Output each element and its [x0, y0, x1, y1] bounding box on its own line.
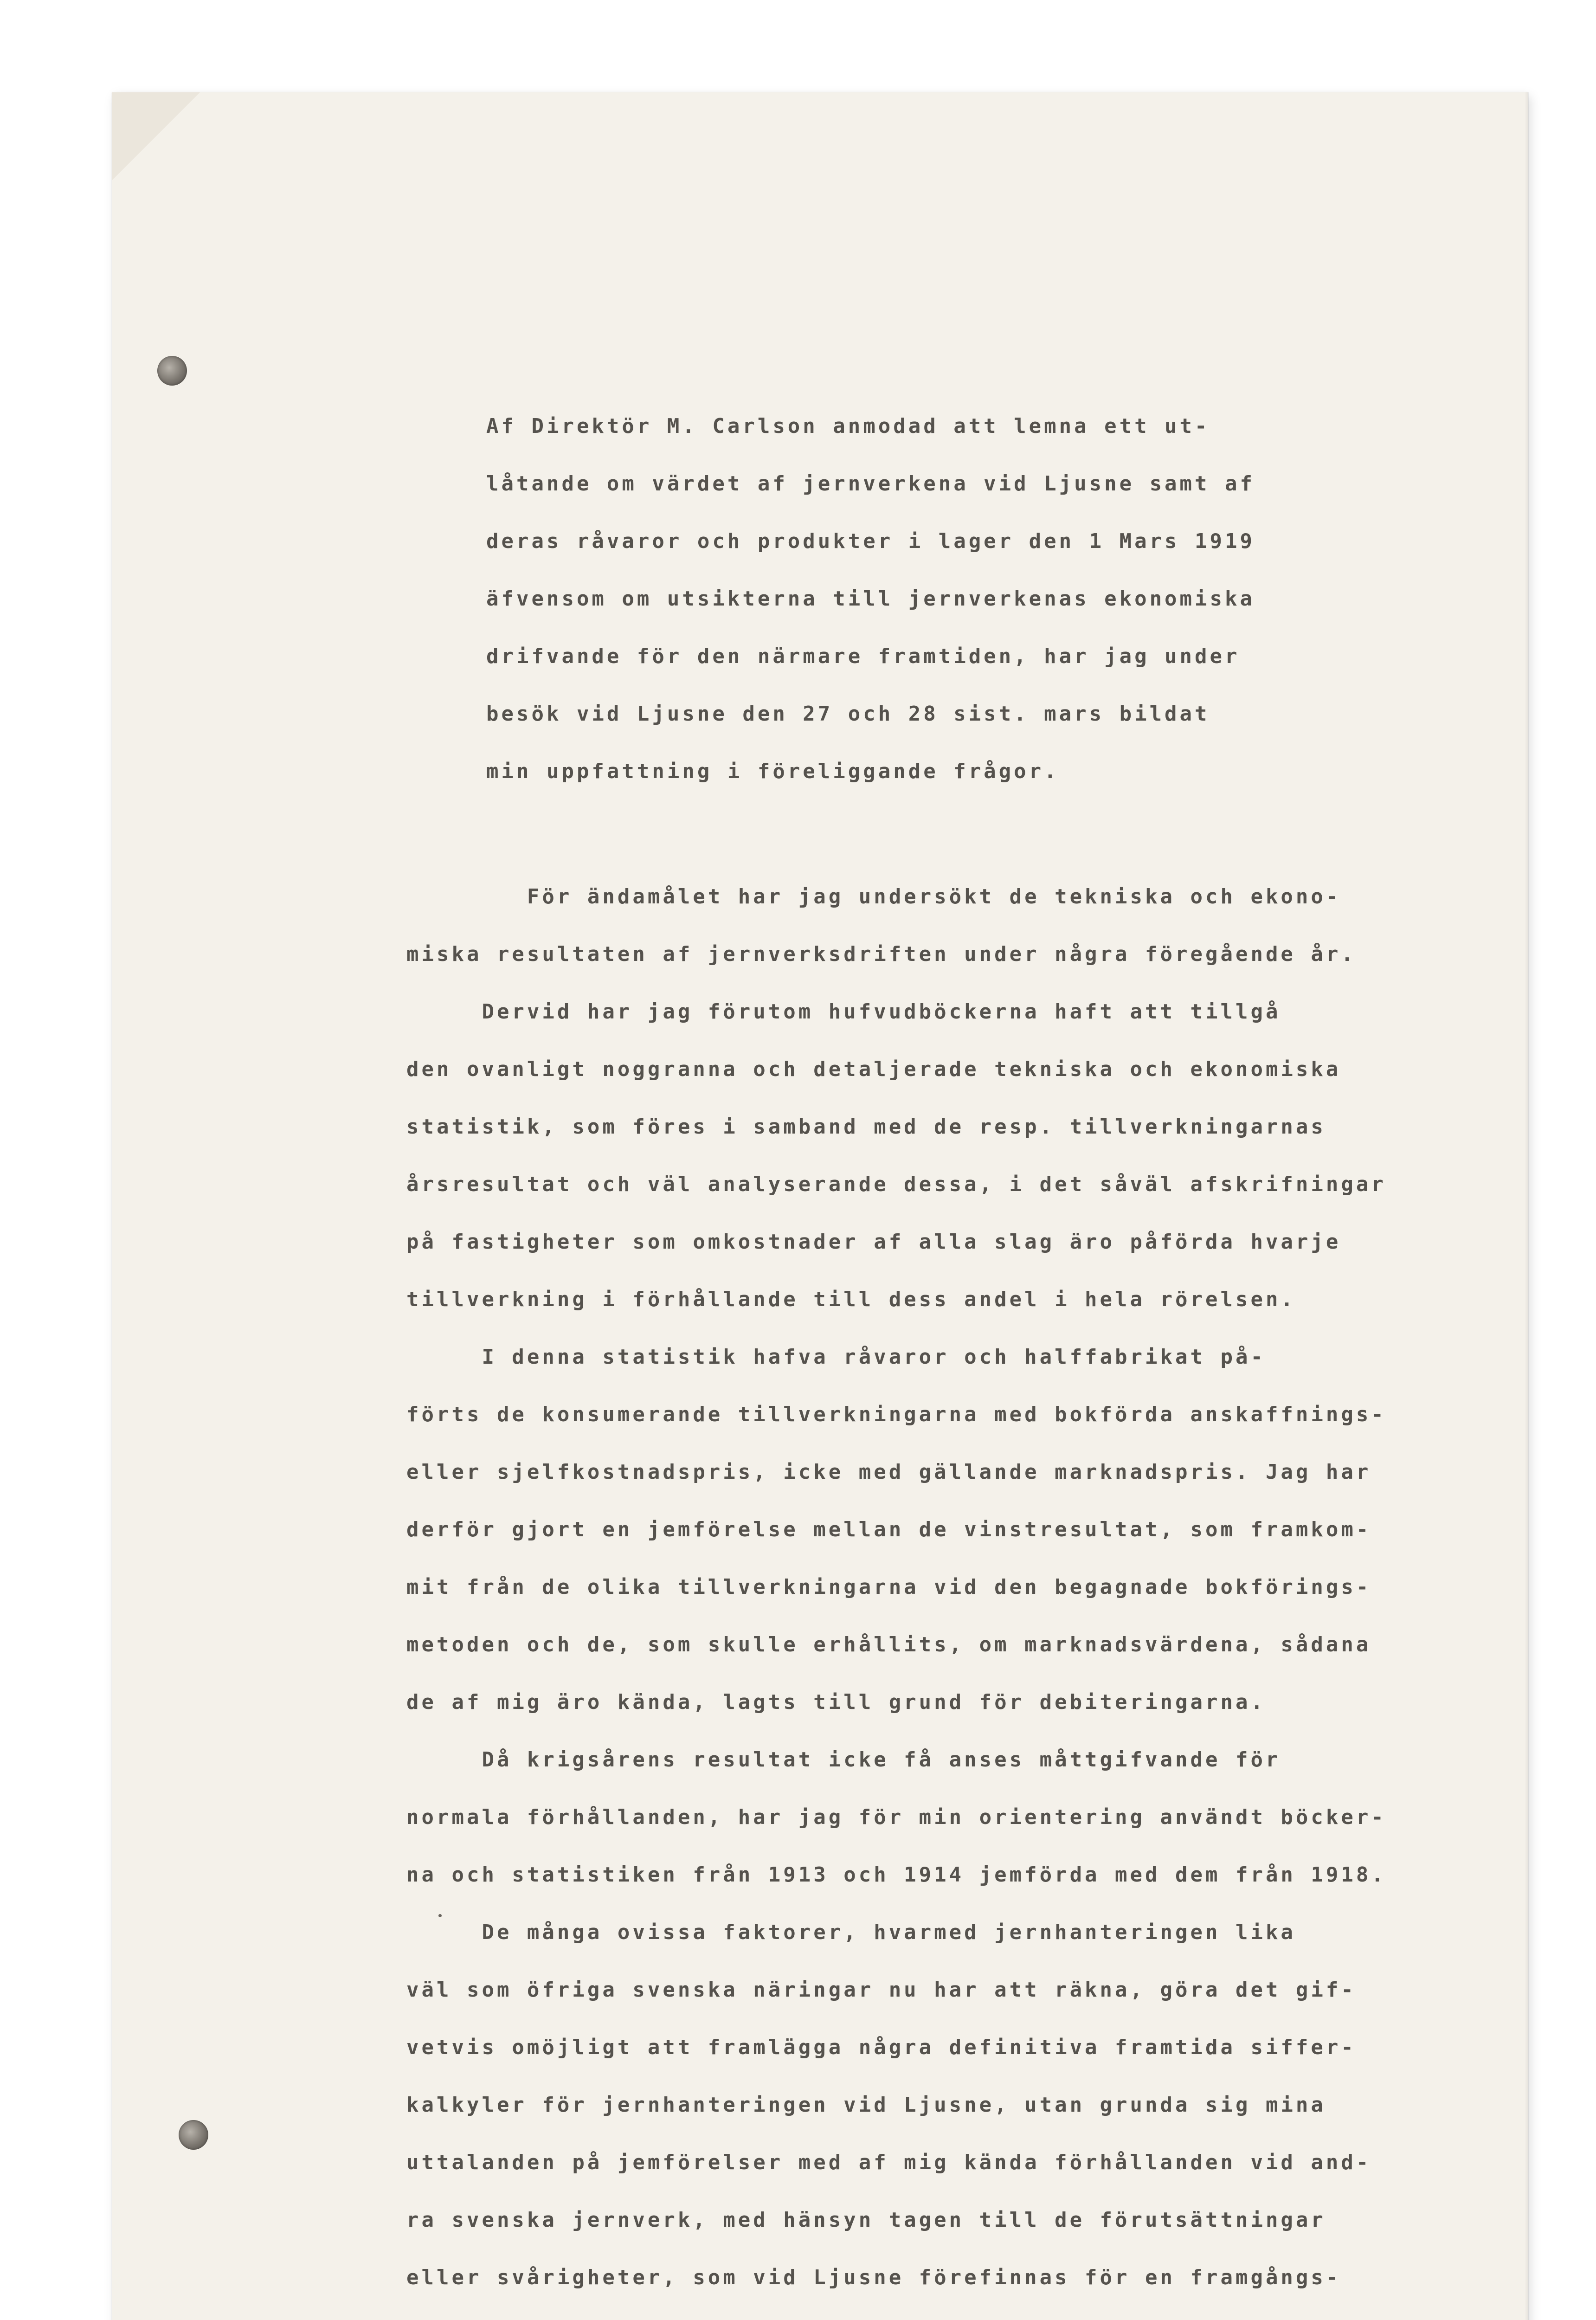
paragraph-1 [486, 398, 1465, 800]
corner-mount-top [112, 92, 200, 180]
text-line: ra svenska jernverk, med hänsyn tagen till de förutsättningar [406, 2208, 1326, 2232]
punch-hole-top [157, 356, 187, 386]
text-line: na och statistiken från 1913 och 1914 jemförda med dem från 1918. [406, 1863, 1386, 1887]
text-line: årsresultat och väl analyserande dessa, i det såväl afskrifningar [406, 1173, 1386, 1196]
text-line: äfvensom om utsikterna till jernverkenas ekonomiska [486, 587, 1255, 611]
text-line: låtande om värdet af jernverkena vid Ljusne samt af [486, 472, 1255, 496]
page-edge-shadow [1525, 92, 1529, 2320]
text-line: tillverkning i förhållande till dess andel i hela rörelsen. [406, 1288, 1296, 1311]
text-line: Då krigsårens resultat icke få anses måttgifvande för [406, 1748, 1281, 1772]
text-line: Af Direktör M. Carlson anmodad att lemna ett ut- [486, 414, 1210, 438]
text-line: mit från de olika tillverkningarna vid den begagnade bokförings- [406, 1575, 1371, 1599]
text-line: de af mig äro kända, lagts till grund för debiteringarna. [406, 1690, 1266, 1714]
text-line: förts de konsumerande tillverkningarna med bokförda anskaffnings- [406, 1403, 1386, 1426]
ink-speck [438, 1914, 442, 1917]
text-line: I denna statistik hafva råvaror och halffabrikat på- [406, 1345, 1266, 1369]
text-line: miska resultaten af jernverksdriften under några föregående år. [406, 942, 1356, 966]
paragraph-2 [406, 868, 1465, 2320]
text-line: uttalanden på jemförelser med af mig kända förhållanden vid and- [406, 2151, 1371, 2174]
text-line: statistik, som föres i samband med de resp. tillverkningarnas [406, 1115, 1326, 1139]
text-line: kalkyler för jernhanteringen vid Ljusne, utan grunda sig mina [406, 2093, 1326, 2117]
text-line: den ovanligt noggranna och detaljerade tekniska och ekonomiska [406, 1057, 1341, 1081]
text-line: derför gjort en jemförelse mellan de vinstresultat, som framkom- [406, 1518, 1371, 1541]
text-line: Dervid har jag förutom hufvudböckerna haft att tillgå [406, 1000, 1281, 1024]
punch-hole-bottom [179, 2120, 208, 2150]
text-line: på fastigheter som omkostnader af alla slag äro påförda hvarje [406, 1230, 1341, 1254]
text-line: väl som öfriga svenska näringar nu har att räkna, göra det gif- [406, 1978, 1356, 2002]
text-line: De många ovissa faktorer, hvarmed jernhanteringen lika [406, 1920, 1296, 1944]
text-line: vetvis omöjligt att framlägga några definitiva framtida siffer- [406, 2036, 1356, 2059]
text-line: deras råvaror och produkter i lager den 1 Mars 1919 [486, 529, 1255, 553]
text-line: eller sjelfkostnadspris, icke med gällande marknadspris. Jag har [406, 1460, 1371, 1484]
text-line: För ändamålet har jag undersökt de tekniska och ekono- [406, 885, 1341, 909]
text-line: normala förhållanden, har jag för min orientering användt böcker- [406, 1805, 1386, 1829]
text-line: min uppfattning i föreliggande frågor. [486, 760, 1059, 783]
text-line [406, 2307, 1465, 2320]
text-line: besök vid Ljusne den 27 och 28 sist. mars bildat [486, 702, 1210, 726]
text-line: eller svårigheter, som vid Ljusne förefinnas för en framgångs- [406, 2266, 1341, 2289]
text-line: metoden och de, som skulle erhållits, om marknadsvärdena, sådana [406, 1633, 1371, 1656]
text-line: drifvande för den närmare framtiden, har jag under [486, 644, 1240, 668]
